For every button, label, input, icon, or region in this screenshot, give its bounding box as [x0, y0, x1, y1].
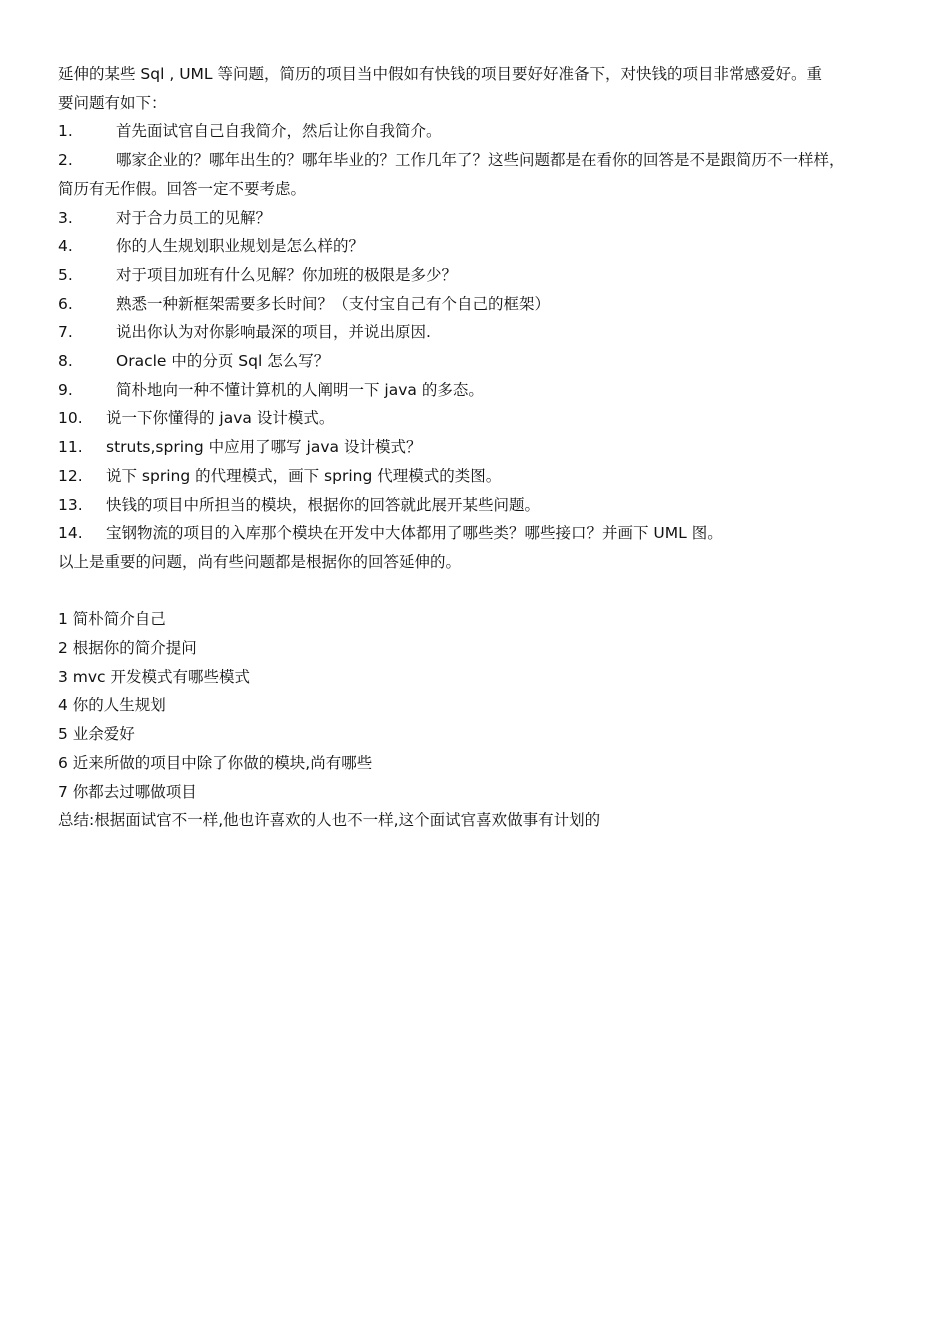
- question-item: [58, 433, 910, 462]
- list-item: 6 近来所做的项目中除了你做的模块,尚有哪些: [58, 753, 373, 772]
- list-item: 7 你都去过哪做项目: [58, 782, 197, 801]
- question-number: 4.: [58, 237, 73, 256]
- secondary-list: [58, 605, 910, 806]
- question-number: 8.: [58, 352, 73, 371]
- question-text: 你的人生规划职业规划是怎么样的？: [116, 237, 365, 256]
- question-item: [58, 204, 910, 233]
- question-text: 对于合力员工的见解？: [116, 208, 272, 227]
- question-number: 13.: [58, 495, 83, 514]
- question-item: [58, 491, 910, 520]
- question-number: 6.: [58, 294, 73, 313]
- question-number: 5.: [58, 265, 73, 284]
- document-page: [58, 60, 910, 835]
- question-number: 3.: [58, 208, 73, 227]
- question-item: [58, 347, 910, 376]
- question-item: [58, 376, 910, 405]
- question-text: 说一下你懂得的 java 设计模式。: [106, 409, 335, 428]
- question-text: 说出你认为对你影响最深的项目，并说出原因.: [116, 323, 431, 342]
- intro-line-1: 延伸的某些 Sql , UML 等问题，简历的项目当中假如有快钱的项目要好好准备下，对快钱的项目非常感爱好。重: [58, 65, 822, 83]
- question-text: 说下 spring 的代理模式，画下 spring 代理模式的类图。: [106, 466, 502, 485]
- intro-paragraph: [58, 60, 910, 117]
- question-number: 1.: [58, 122, 73, 141]
- list-item: 5 业余爱好: [58, 725, 135, 744]
- question-item-wrapped: [58, 146, 910, 203]
- question-number: 12.: [58, 466, 83, 485]
- question-text: 首先面试官自己自我简介，然后让你自我简介。: [116, 122, 442, 141]
- conclusion-paragraph: 总结:根据面试官不一样,他也许喜欢的人也不一样,这个面试官喜欢做事有计划的: [58, 811, 601, 830]
- question-text: Oracle 中的分页 Sql 怎么写？: [116, 352, 330, 371]
- question-item: [58, 318, 910, 347]
- question-text: 宝钢物流的项目的入库那个模块在开发中大体都用了哪些类？哪些接口？并画下 UML 图。: [106, 524, 723, 543]
- list-item: 3 mvc 开发模式有哪些模式: [58, 667, 251, 686]
- question-text: 对于项目加班有什么见解？你加班的极限是多少？: [116, 265, 458, 284]
- question-text-continued: 简历有无作假。回答一定不要考虑。: [58, 179, 307, 198]
- question-text: 熟悉一种新框架需要多长时间？（支付宝自己有个自己的框架）: [116, 294, 551, 313]
- intro-line-2: 要问题有如下：: [58, 93, 167, 112]
- question-number: 14.: [58, 524, 83, 543]
- question-text: 哪家企业的？哪年出生的？哪年毕业的？工作几年了？这些问题都是在看你的回答是不是跟简历不一样样，: [116, 151, 845, 170]
- question-item: [58, 117, 910, 146]
- list-item: 1 简朴简介自己: [58, 610, 166, 629]
- question-number: 7.: [58, 323, 73, 342]
- question-number: 10.: [58, 409, 83, 428]
- question-text: 简朴地向一种不懂计算机的人阐明一下 java 的多态。: [116, 380, 484, 399]
- question-item: [58, 232, 910, 261]
- question-text: struts,spring 中应用了哪写 java 设计模式？: [106, 438, 422, 457]
- question-number: 2.: [58, 151, 73, 170]
- question-item: [58, 290, 910, 319]
- blank-line: [58, 577, 910, 606]
- question-list: [58, 117, 910, 548]
- list-item: 2 根据你的简介提问: [58, 639, 197, 658]
- summary-paragraph: 以上是重要的问题，尚有些问题都是根据你的回答延伸的。: [58, 552, 462, 571]
- question-item: [58, 404, 910, 433]
- list-item: 4 你的人生规划: [58, 696, 166, 715]
- question-item: [58, 261, 910, 290]
- question-text: 快钱的项目中所担当的模块，根据你的回答就此展开某些问题。: [106, 495, 541, 514]
- question-item: [58, 519, 910, 548]
- question-number: 9.: [58, 380, 73, 399]
- question-item: [58, 462, 910, 491]
- question-number: 11.: [58, 438, 83, 457]
